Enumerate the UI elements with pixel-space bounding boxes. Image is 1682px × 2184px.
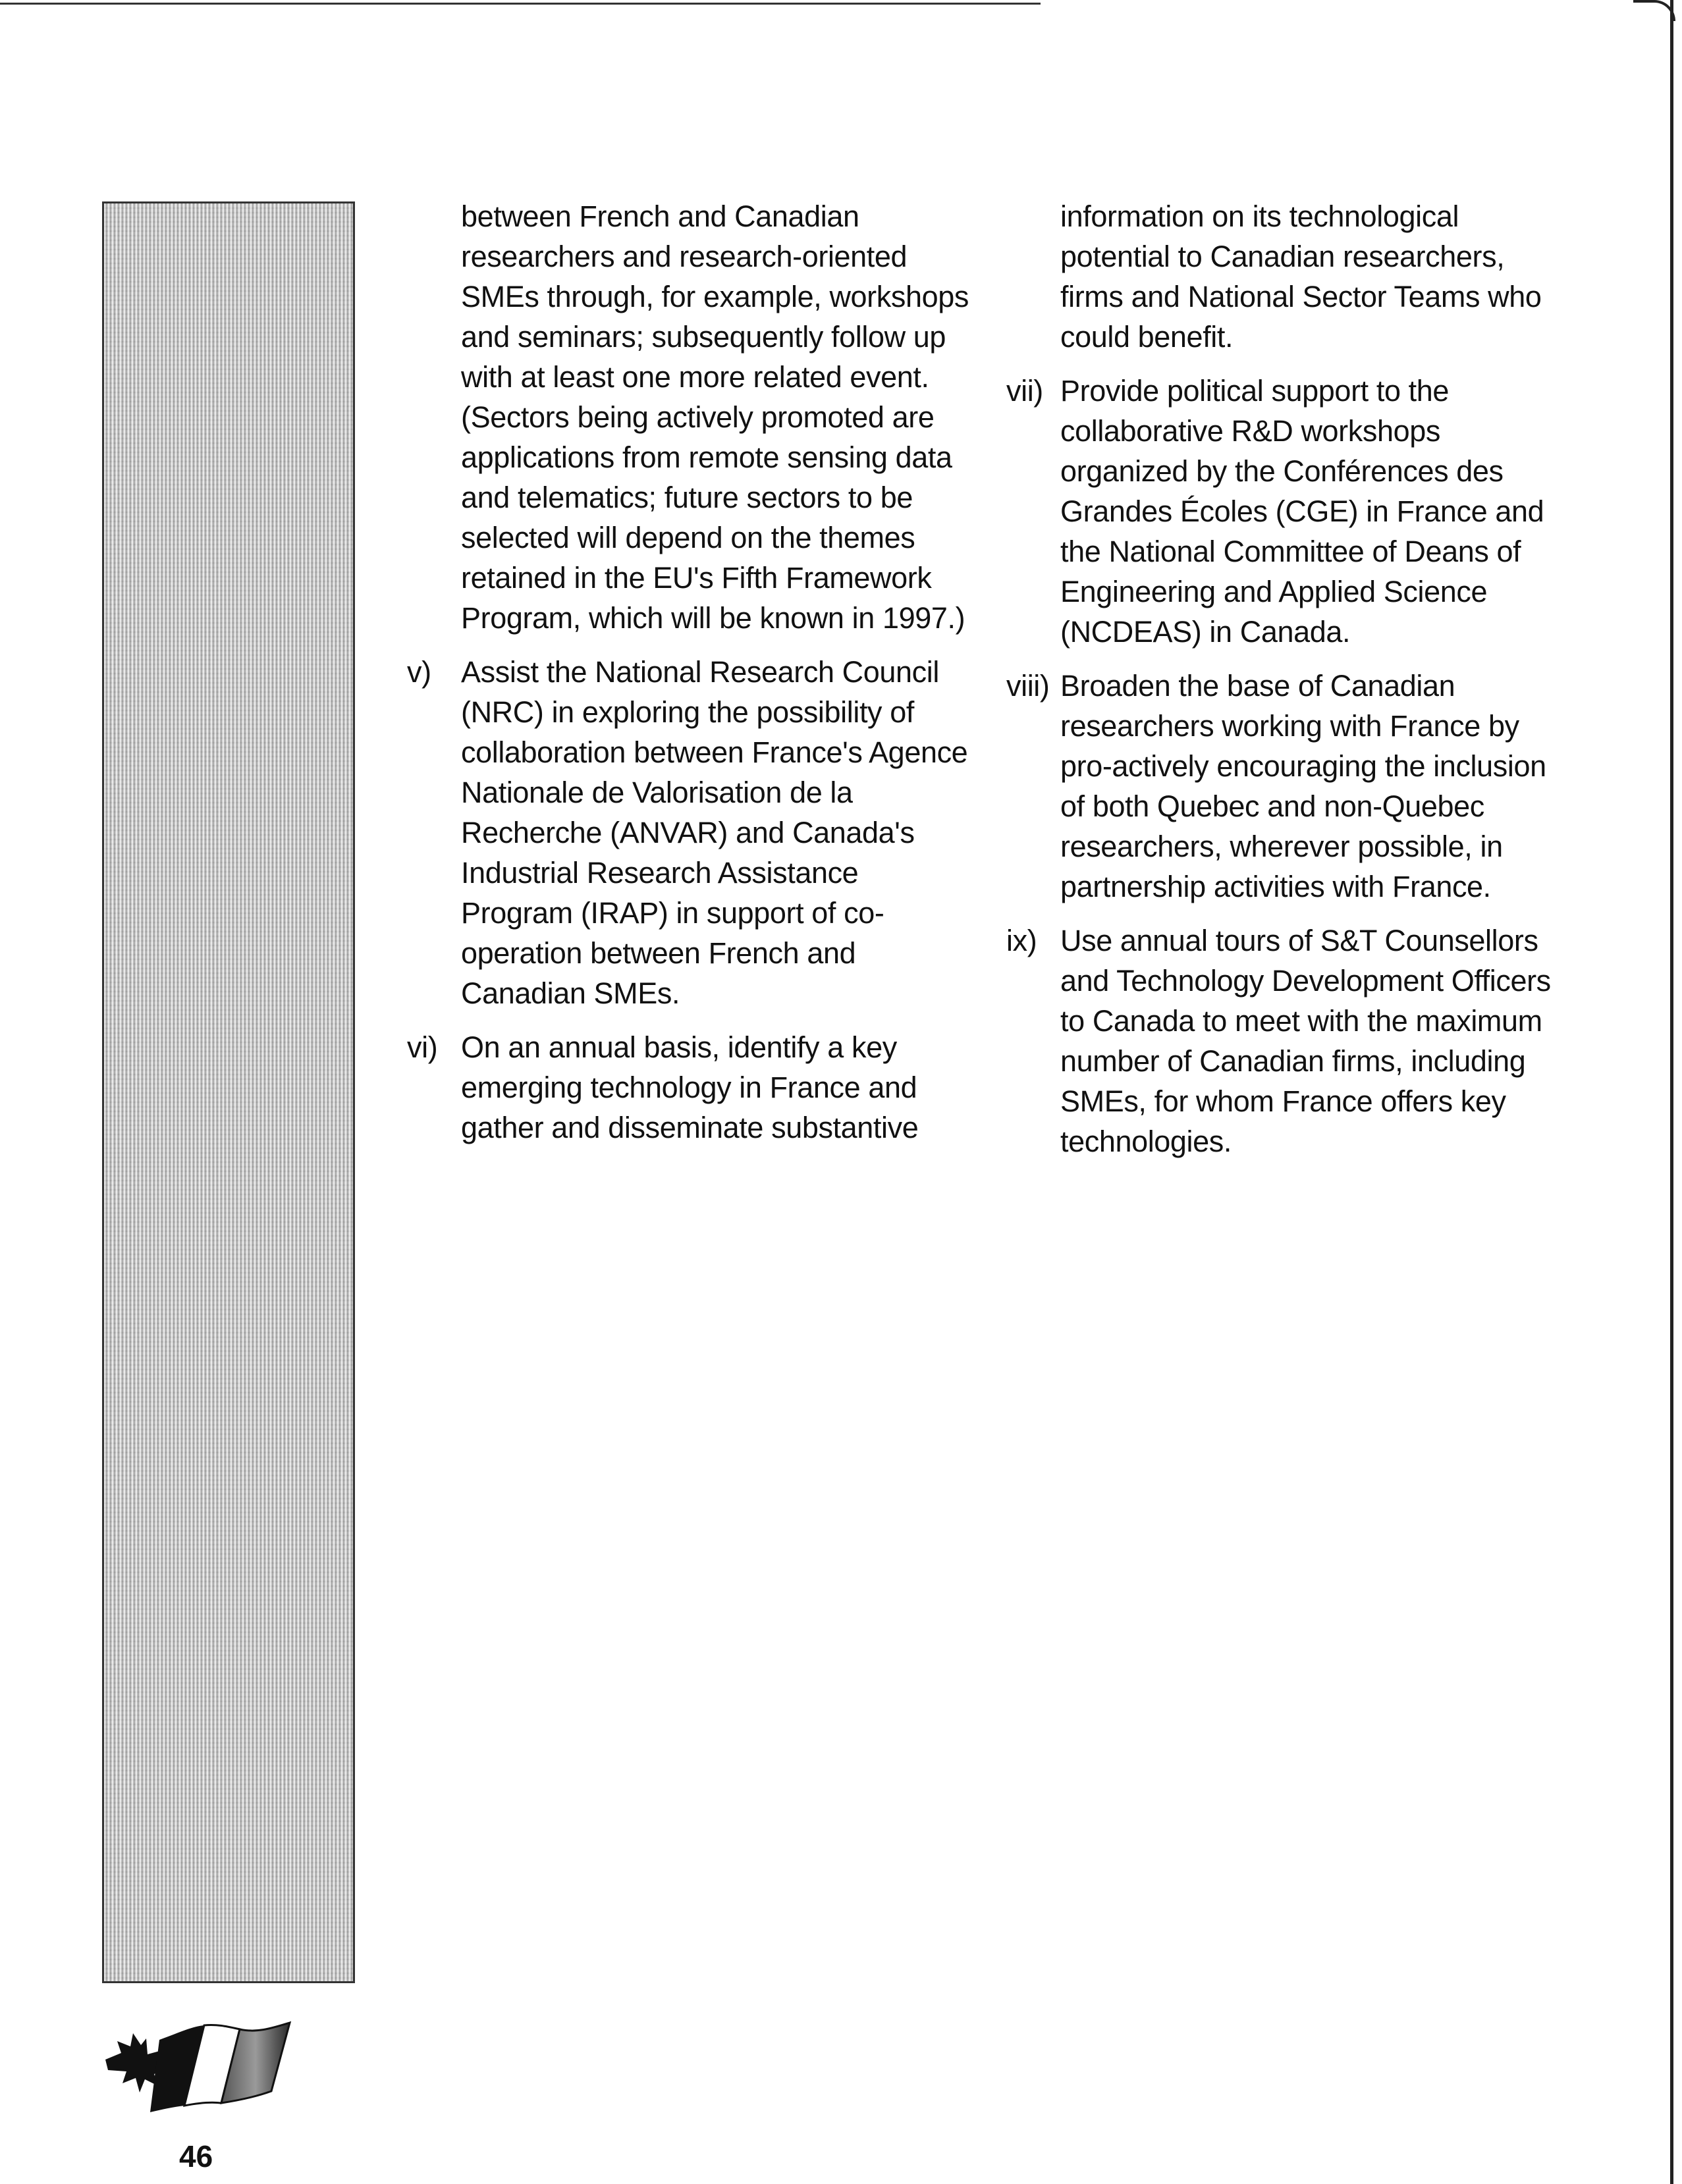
continuation-paragraph [407,196,1000,638]
page-number: 46 [179,2139,213,2173]
text-line: gather and disseminate substantive [461,1111,919,1144]
list-item-vi [407,1027,1000,1148]
list-numeral: viii) [1006,669,1050,703]
text-line: pro-actively encouraging the inclusion [1060,749,1546,783]
text-line: Provide political support to the [1060,374,1450,408]
text-line: potential to Canadian researchers, [1060,240,1505,273]
text-line: and seminars; subsequently follow up [461,320,946,354]
text-line: of both Quebec and non-Quebec [1060,789,1484,823]
text-line: between French and Canadian [461,200,859,233]
text-line: firms and National Sector Teams who [1060,280,1542,313]
text-line: (NCDEAS) in Canada. [1060,615,1351,649]
text-line: Canadian SMEs. [461,976,680,1010]
canada-france-flag-icon [99,2013,296,2112]
list-numeral: ix) [1006,924,1037,957]
text-line: number of Canadian firms, including [1060,1044,1526,1078]
text-line: researchers, wherever possible, in [1060,830,1503,863]
list-numeral: vi) [407,1030,438,1064]
decorative-sidebar-panel [102,201,355,1983]
text-line: Program, which will be known in 1997.) [461,601,965,635]
page-right-edge [1670,0,1673,2184]
text-line: operation between French and [461,936,856,970]
text-line: collaborative R&D workshops [1060,414,1440,448]
text-line: retained in the EU's Fifth Framework [461,561,932,595]
text-line: information on its technological [1060,200,1459,233]
text-line: SMEs, for whom France offers key [1060,1084,1506,1118]
list-item-v [407,652,1000,1013]
text-line: Use annual tours of S&T Counsellors [1060,924,1538,957]
text-line: SMEs through, for example, workshops [461,280,969,313]
list-item-ix [1006,920,1599,1161]
text-line: to Canada to meet with the maximum [1060,1004,1542,1038]
page-edge-curl [1633,0,1675,21]
text-line: applications from remote sensing data [461,440,952,474]
text-line: On an annual basis, identify a key [461,1030,897,1064]
text-line: emerging technology in France and [461,1071,917,1104]
text-line: Program (IRAP) in support of co- [461,896,884,930]
list-item-vii [1006,371,1599,652]
text-line: could benefit. [1060,320,1234,354]
text-line: Nationale de Valorisation de la [461,776,853,809]
text-line: Broaden the base of Canadian [1060,669,1455,703]
text-line: Grandes Écoles (CGE) in France and [1060,494,1544,528]
text-line: researchers and research-oriented [461,240,908,273]
text-line: the National Committee of Deans of [1060,535,1521,568]
text-line: collaboration between France's Agence [461,735,968,769]
text-line: Engineering and Applied Science [1060,575,1488,608]
text-line: selected will depend on the themes [461,521,915,554]
text-line: organized by the Conférences des [1060,454,1504,488]
text-line: Assist the National Research Council [461,655,939,689]
text-line: Industrial Research Assistance [461,856,859,890]
text-line: Recherche (ANVAR) and Canada's [461,816,915,849]
text-line: technologies. [1060,1125,1232,1158]
text-line: partnership activities with France. [1060,870,1491,903]
list-item-viii [1006,666,1599,907]
text-line: with at least one more related event. [461,360,929,394]
text-line: researchers working with France by [1060,709,1519,743]
right-text-column [1006,196,1599,1161]
list-numeral: v) [407,655,431,689]
text-line: and telematics; future sectors to be [461,481,913,514]
continuation-paragraph [1006,196,1599,357]
left-text-column [407,196,1000,1148]
text-line: (Sectors being actively promoted are [461,400,935,434]
text-line: (NRC) in exploring the possibility of [461,695,914,729]
text-line: and Technology Development Officers [1060,964,1551,998]
top-border-rule [0,3,1041,5]
list-numeral: vii) [1006,374,1043,408]
